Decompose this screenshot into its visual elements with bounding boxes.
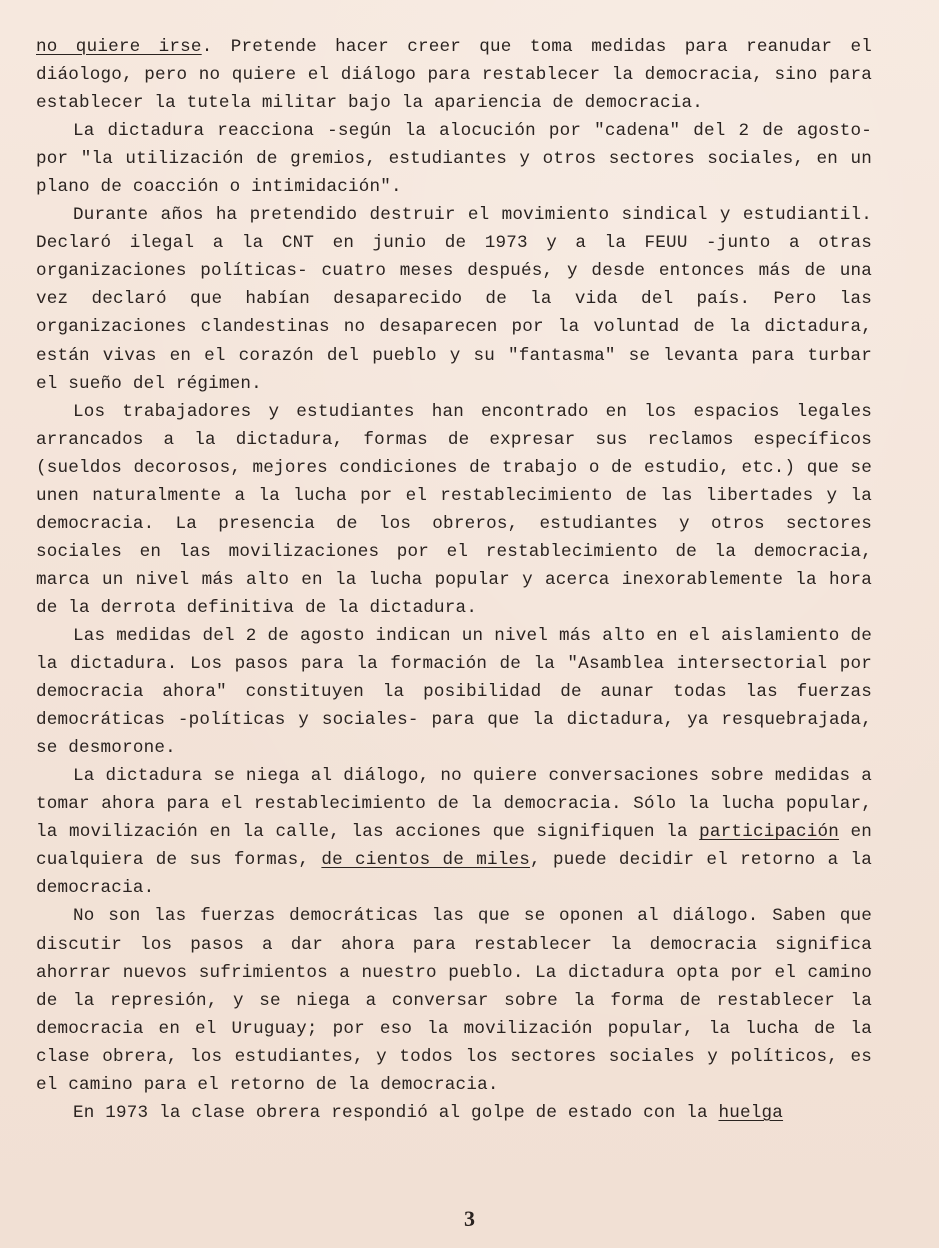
underlined-phrase: huelga: [718, 1102, 784, 1123]
paragraph-4: [36, 398, 872, 622]
underlined-phrase: participación: [699, 822, 840, 843]
text-segment: No son las fuerzas democráticas las que se oponen al diálogo. Saben que discutir los pasos a dar ahora para restablecer la democracia significa ahorrar nuevos sufrimientos a nuestro pueblo. La dictadura opta por el camino de la represión, y se niega a conversar sobre la forma de restablecer la democracia en el Uruguay; por eso la movilización popular, la lucha de la clase obrera, los estudiantes, y todos los sectores sociales y políticos, es el camino para el retorno de la democracia.: [36, 906, 872, 1095]
page-number: 3: [464, 1206, 475, 1231]
paragraph-5: [36, 622, 872, 762]
text-segment: Durante años ha pretendido destruir el movimiento sindical y estudiantil. Declaró ilegal a la CNT en junio de 1973 y a la FEUU -junto a otras organizaciones políticas- cuatro meses después, y desde entonces más de una vez declaró que habían desaparecido de la vida del país. Pero las organizaciones clandestinas no desaparecen por la voluntad de la dictadura, están vivas en el corazón del pueblo y su "fantasma" se levanta para turbar el sueño del régimen.: [36, 205, 872, 394]
paragraph-8: [36, 1099, 872, 1127]
paragraph-2: [36, 117, 872, 201]
underlined-phrase: no quiere irse: [36, 37, 202, 57]
paragraph-1: [36, 33, 872, 117]
text-segment: Los trabajadores y estudiantes han encontrado en los espacios legales arrancados a la dictadura, formas de expresar sus reclamos específicos (sueldos decorosos, mejores condiciones de trabajo o de estudio, etc.) que se unen naturalmente a la lucha por el restablecimiento de las libertades y la democracia. La presencia de los obreros, estudiantes y otros sectores sociales en las movilizaciones por el restablecimiento de la democracia, marca un nivel más alto en la lucha popular y acerca inexorablemente la hora de la derrota definitiva de la dictadura.: [36, 401, 872, 618]
body-text: [36, 33, 872, 1127]
paragraph-6: [36, 762, 872, 902]
text-segment: en cualquiera de sus formas,: [36, 822, 872, 871]
text-segment: . Pretende hacer creer que toma medidas para reanudar el diáologo, pero no quiere el diálogo para restablecer la democracia, sino para establecer la tutela militar bajo la apariencia de democracia.: [36, 37, 872, 114]
text-segment: La dictadura reacciona -según la alocución por "cadena" del 2 de agosto- por "la utilización de gremios, estudiantes y otros sectores sociales, en un plano de coacción o intimidación".: [36, 121, 872, 198]
paragraph-7: [36, 902, 872, 1098]
text-segment: , puede decidir el retorno a la democracia.: [36, 850, 873, 899]
text-segment: En 1973 la clase obrera respondió al golpe de estado con la: [73, 1102, 719, 1123]
paragraph-3: [36, 201, 872, 397]
text-segment: La dictadura se niega al diálogo, no quiere conversaciones sobre medidas a tomar ahora para el restablecimiento de la democracia. Sólo la lucha popular, la movilización en la calle, las acciones que signifiquen la: [36, 766, 872, 843]
underlined-phrase: de cientos de miles: [321, 850, 531, 871]
text-segment: Las medidas del 2 de agosto indican un nivel más alto en el aislamiento de la dictadura. Los pasos para la formación de la "Asamblea intersectorial por democracia ahora" constituyen la posibilidad de aunar todas las fuerzas democráticas -políticas y sociales- para que la dictadura, ya resquebrajada, se desmorone.: [36, 625, 872, 759]
